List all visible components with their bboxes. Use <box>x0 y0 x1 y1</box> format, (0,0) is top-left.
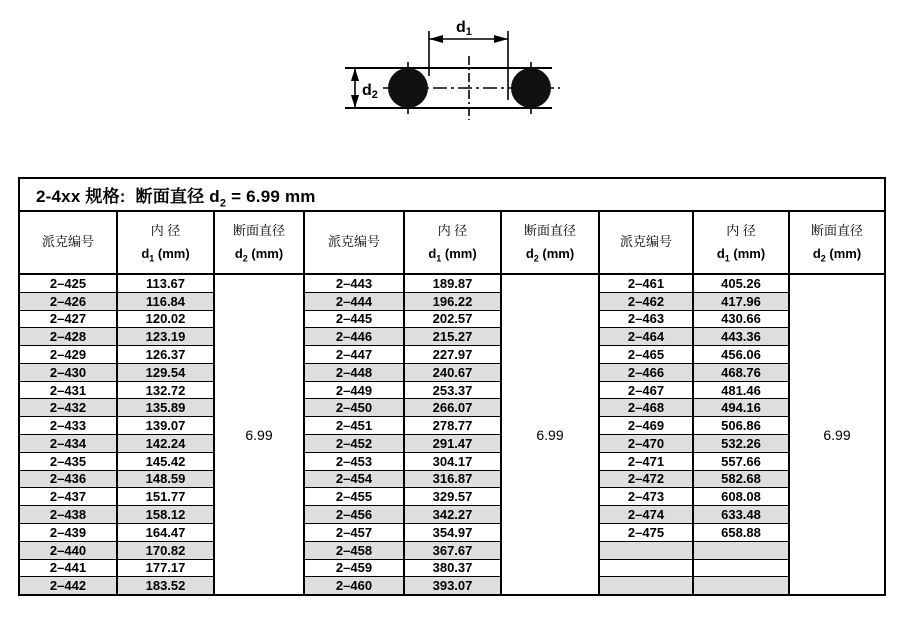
inner-diameter-cell: 456.06 <box>694 346 788 364</box>
inner-diameter-cell: 189.87 <box>405 275 500 293</box>
inner-diameter-cell <box>694 577 788 594</box>
part-number-cell: 2–471 <box>600 453 692 471</box>
inner-diameter-cell: 316.87 <box>405 471 500 489</box>
inner-diameter-cell: 177.17 <box>118 560 213 578</box>
d2-arrow-top <box>351 68 359 81</box>
part-number-cell: 2–475 <box>600 524 692 542</box>
inner-diameter-cell: 430.66 <box>694 311 788 329</box>
table-body <box>20 275 884 594</box>
inner-diameter-column <box>694 275 790 594</box>
part-number-cell: 2–439 <box>20 524 116 542</box>
inner-diameter-cell: 417.96 <box>694 293 788 311</box>
part-number-cell: 2–440 <box>20 542 116 560</box>
inner-diameter-cell: 129.54 <box>118 364 213 382</box>
part-number-cell <box>600 542 692 560</box>
inner-diameter-cell <box>694 542 788 560</box>
part-number-cell: 2–447 <box>305 346 403 364</box>
part-number-cell: 2–467 <box>600 382 692 400</box>
part-number-column <box>20 275 118 594</box>
d2-label: d2 <box>362 82 378 101</box>
part-number-cell: 2–459 <box>305 560 403 578</box>
inner-diameter-column <box>405 275 502 594</box>
part-number-cell: 2–457 <box>305 524 403 542</box>
inner-diameter-cell <box>694 560 788 578</box>
part-number-cell: 2–450 <box>305 399 403 417</box>
inner-diameter-cell: 468.76 <box>694 364 788 382</box>
part-number-cell: 2–456 <box>305 506 403 524</box>
part-number-cell: 2–449 <box>305 382 403 400</box>
inner-diameter-cell: 494.16 <box>694 399 788 417</box>
part-number-cell: 2–470 <box>600 435 692 453</box>
inner-diameter-cell: 170.82 <box>118 542 213 560</box>
inner-diameter-cell: 266.07 <box>405 399 500 417</box>
inner-diameter-cell: 557.66 <box>694 453 788 471</box>
inner-diameter-cell: 278.77 <box>405 417 500 435</box>
part-number-column <box>600 275 694 594</box>
part-number-cell: 2–461 <box>600 275 692 293</box>
part-number-cell: 2–455 <box>305 488 403 506</box>
part-number-cell: 2–463 <box>600 311 692 329</box>
part-number-cell: 2–469 <box>600 417 692 435</box>
inner-diameter-cell: 135.89 <box>118 399 213 417</box>
inner-diameter-cell: 151.77 <box>118 488 213 506</box>
part-number-cell: 2–425 <box>20 275 116 293</box>
part-number-cell <box>600 560 692 578</box>
part-number-cell: 2–431 <box>20 382 116 400</box>
inner-diameter-cell: 532.26 <box>694 435 788 453</box>
part-number-cell <box>600 577 692 594</box>
part-number-cell: 2–442 <box>20 577 116 594</box>
inner-diameter-cell: 148.59 <box>118 471 213 489</box>
part-number-cell: 2–445 <box>305 311 403 329</box>
inner-diameter-cell: 240.67 <box>405 364 500 382</box>
part-number-cell: 2–460 <box>305 577 403 594</box>
inner-diameter-cell: 164.47 <box>118 524 213 542</box>
inner-diameter-cell: 126.37 <box>118 346 213 364</box>
part-number-cell: 2–446 <box>305 328 403 346</box>
inner-diameter-cell: 608.08 <box>694 488 788 506</box>
inner-diameter-cell: 291.47 <box>405 435 500 453</box>
part-number-cell: 2–448 <box>305 364 403 382</box>
part-number-cell: 2–464 <box>600 328 692 346</box>
part-number-cell: 2–429 <box>20 346 116 364</box>
header-cross-section-3: 断面直径 $d_2$ (mm) <box>810 223 863 264</box>
table-title-text: 2-4xx 规格: 断面直径 $d_2 = 6.99$ mm <box>36 187 316 210</box>
d1-arrow-right <box>494 35 508 43</box>
part-number-cell: 2–434 <box>20 435 116 453</box>
part-number-cell: 2–435 <box>20 453 116 471</box>
part-number-cell: 2–433 <box>20 417 116 435</box>
inner-diameter-cell: 132.72 <box>118 382 213 400</box>
table-header <box>20 212 884 275</box>
inner-diameter-cell: 123.19 <box>118 328 213 346</box>
cross-section-merged-cell: 6.99 <box>790 275 884 594</box>
inner-diameter-cell: 405.26 <box>694 275 788 293</box>
part-number-cell: 2–474 <box>600 506 692 524</box>
part-number-cell: 2–436 <box>20 471 116 489</box>
inner-diameter-cell: 253.37 <box>405 382 500 400</box>
part-number-cell: 2–473 <box>600 488 692 506</box>
part-number-cell: 2–444 <box>305 293 403 311</box>
part-number-cell: 2–438 <box>20 506 116 524</box>
inner-diameter-cell: 481.46 <box>694 382 788 400</box>
inner-diameter-cell: 506.86 <box>694 417 788 435</box>
part-number-cell: 2–427 <box>20 311 116 329</box>
inner-diameter-cell: 354.97 <box>405 524 500 542</box>
inner-diameter-cell: 443.36 <box>694 328 788 346</box>
header-inner-diameter-3: 内 径 $d_1$ (mm) <box>694 212 790 273</box>
inner-diameter-cell: 215.27 <box>405 328 500 346</box>
inner-diameter-cell: 116.84 <box>118 293 213 311</box>
cross-section-merged-cell: 6.99 <box>502 275 600 594</box>
inner-diameter-cell: 393.07 <box>405 577 500 594</box>
oring-cross-section-right <box>511 68 551 108</box>
part-number-cell: 2–472 <box>600 471 692 489</box>
spec-table <box>18 177 886 596</box>
part-number-cell: 2–432 <box>20 399 116 417</box>
header-parker-number-3: 派克编号 <box>600 212 694 273</box>
part-number-cell: 2–451 <box>305 417 403 435</box>
inner-diameter-column <box>118 275 215 594</box>
part-number-cell: 2–430 <box>20 364 116 382</box>
header-parker-number-1: 派克编号 <box>20 212 118 273</box>
inner-diameter-cell: 304.17 <box>405 453 500 471</box>
inner-diameter-cell: 342.27 <box>405 506 500 524</box>
inner-diameter-cell: 145.42 <box>118 453 213 471</box>
inner-diameter-cell: 227.97 <box>405 346 500 364</box>
part-number-cell: 2–443 <box>305 275 403 293</box>
inner-diameter-cell: 329.57 <box>405 488 500 506</box>
header-inner-diameter-2: 内 径 $d_1$ (mm) <box>405 212 502 273</box>
header-parker-number-2: 派克编号 <box>305 212 405 273</box>
part-number-cell: 2–453 <box>305 453 403 471</box>
part-number-cell: 2–462 <box>600 293 692 311</box>
inner-diameter-cell: 202.57 <box>405 311 500 329</box>
inner-diameter-cell: 380.37 <box>405 560 500 578</box>
oring-cross-section-left <box>388 68 428 108</box>
header-inner-diameter-1: 内 径 $d_1$ (mm) <box>118 212 215 273</box>
part-number-cell: 2–441 <box>20 560 116 578</box>
part-number-cell: 2–428 <box>20 328 116 346</box>
inner-diameter-cell: 183.52 <box>118 577 213 594</box>
d1-arrow-left <box>429 35 443 43</box>
part-number-cell: 2–452 <box>305 435 403 453</box>
header-cross-section-2: 断面直径 $d_2$ (mm) <box>502 212 600 273</box>
d2-arrow-bottom <box>351 95 359 108</box>
part-number-cell: 2–437 <box>20 488 116 506</box>
inner-diameter-cell: 658.88 <box>694 524 788 542</box>
inner-diameter-cell: 158.12 <box>118 506 213 524</box>
inner-diameter-cell: 582.68 <box>694 471 788 489</box>
inner-diameter-cell: 113.67 <box>118 275 213 293</box>
inner-diameter-cell: 142.24 <box>118 435 213 453</box>
part-number-cell: 2–454 <box>305 471 403 489</box>
inner-diameter-cell: 633.48 <box>694 506 788 524</box>
part-number-cell: 2–465 <box>600 346 692 364</box>
inner-diameter-cell: 367.67 <box>405 542 500 560</box>
part-number-column <box>305 275 405 594</box>
part-number-cell: 2–426 <box>20 293 116 311</box>
cross-section-merged-cell: 6.99 <box>215 275 305 594</box>
part-number-cell: 2–458 <box>305 542 403 560</box>
inner-diameter-cell: 196.22 <box>405 293 500 311</box>
inner-diameter-cell: 120.02 <box>118 311 213 329</box>
oring-dimension-diagram <box>0 0 918 145</box>
d1-label: d1 <box>456 19 472 38</box>
part-number-cell: 2–466 <box>600 364 692 382</box>
header-cross-section-1: 断面直径 $d_2$ (mm) <box>215 212 305 273</box>
part-number-cell: 2–468 <box>600 399 692 417</box>
table-title <box>20 179 884 212</box>
inner-diameter-cell: 139.07 <box>118 417 213 435</box>
